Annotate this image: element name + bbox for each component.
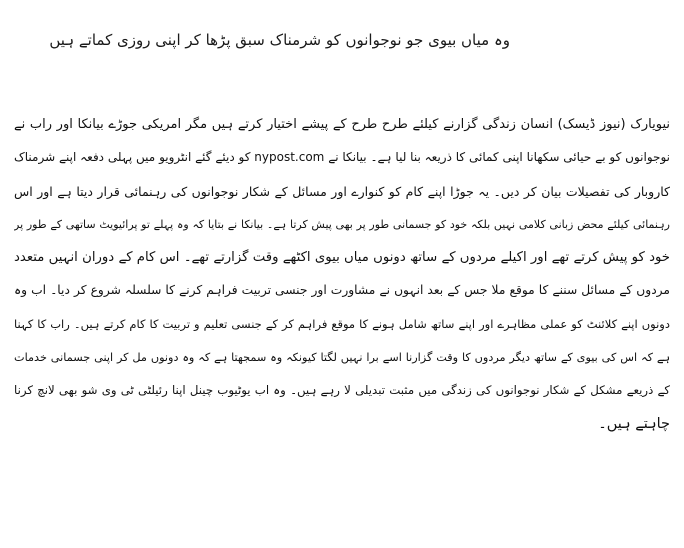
body-line-6: مردوں کے مسائل سننے کا موقع ملا جس کے بعد انہوں نے مشاورت اور جنسی تربیت فراہم کرنے کا سلسلہ شروع کر دیا۔ اب وہ: [14, 283, 670, 298]
body-line-10: چاہتے ہیں۔: [598, 415, 670, 432]
body-line-8: ہے کہ اس کی بیوی کے ساتھ دیگر مردوں کا وقت گزارنا اسے برا نہیں لگتا کیونکہ وہ سمجھتا ہے کہ وہ دونوں مل کر اپنی جسمانی خدمات: [14, 351, 670, 365]
body-line-7: دونوں اپنے کلائنٹ کو عملی مظاہرے اور اپنے ساتھ شامل ہونے کا موقع فراہم کر کے جنسی تعلیم و تربیت کا کام کرتے ہیں۔ راب کا کہنا: [14, 316, 670, 331]
body-line-5: خود کو پیش کرتے تھے اور اکیلے مردوں کے ساتھ دونوں میاں بیوی اکٹھے وقت گزارتے تھے۔ اس کام کے دوران انہیں متعدد: [14, 250, 670, 266]
body-line-2: نوجوانوں کو بے حیائی سکھانا اپنی کمائی کا ذریعہ بنا لیا ہے۔ بیانکا نے nypost.com کو دیئے گئے انٹرویو میں پہلی دفعہ اپنے شرمناک: [14, 150, 670, 165]
body-line-1: نیویارک (نیوز ڈیسک) انسان زندگی گزارنے کیلئے طرح طرح کے پیشے اختیار کرتے ہیں مگر امریکی جوڑے بیانکا اور راب نے: [14, 117, 670, 132]
article-headline: وہ میاں بیوی جو نوجوانوں کو شرمناک سبق پڑھا کر اپنی روزی کماتے ہیں: [49, 31, 510, 49]
body-line-3: کاروبار کی تفصیلات بیان کر دیں۔ یہ جوڑا اپنے کام کو کنوارے اور مسائل کے شکار نوجوانوں کی رہنمائی قرار دیتا ہے اور اس: [14, 183, 670, 199]
article-body: [14, 108, 670, 441]
body-line-9: کے ذریعے مشکل کے شکار نوجوانوں کی زندگی میں مثبت تبدیلی لا رہے ہیں۔ وہ اب یوٹیوب چینل اپنا رئیلٹی ٹی وی شو بھی لانچ کرنا: [14, 383, 670, 398]
body-line-4: رہنمائی کیلئے محض زبانی کلامی نہیں بلکہ خود کو جسمانی طور پر بھی پیش کرتا ہے۔ بیانکا نے بتایا کہ وہ پہلے تو پرائیویٹ ساتھی کے طور پر: [14, 217, 670, 231]
